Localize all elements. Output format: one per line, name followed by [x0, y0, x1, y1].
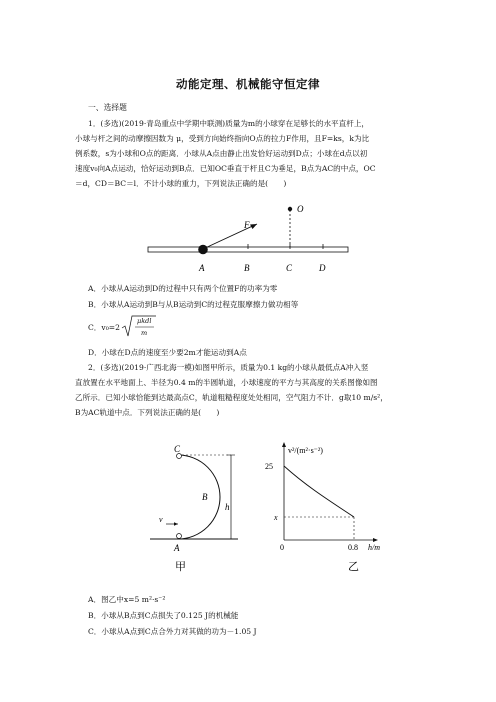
q1-line-4: 速度v₀向A点运动，恰好运动到B点．已知OC垂直于杆且C为垂足，B点为AC的中点，OC — [75, 164, 376, 173]
y-axis-label: v²/(m²·s⁻²) — [288, 446, 323, 455]
page-title: 动能定理、机械能守恒定律 — [176, 77, 320, 91]
label-c: C — [286, 263, 293, 273]
label-f: F — [244, 220, 250, 230]
v2-h-graph — [265, 440, 390, 575]
rod-figure — [145, 200, 360, 280]
q2-line-4: B为AC轨道中点．下列说法正确的是( ) — [75, 408, 220, 417]
q2-option-b: B．小球从B点到C点损失了0.125 J的机械能 — [88, 611, 239, 620]
ball-top — [177, 454, 182, 459]
label-b: B — [244, 263, 250, 273]
ball-bottom — [177, 534, 182, 539]
q1-line-1: 1．(多选)(2019·青岛重点中学期中联测)质量为m的小球穿在足够长的水平直杆上， — [88, 119, 370, 128]
label-c: C — [174, 444, 181, 454]
curve — [284, 466, 354, 517]
q2-option-c: C．小球从A点到C点合外力对其做的功为－1.05 J — [88, 627, 257, 636]
q1-option-a: A．小球从A运动到D的过程中只有两个位置F的功率为零 — [88, 284, 278, 293]
ball — [198, 245, 208, 255]
q2-line-3: 乙所示．已知小球恰能到达最高点C，轨道粗糙程度处处相同，空气阻力不计．g取10 m/s²， — [75, 393, 388, 402]
q2-option-a: A．图乙中x=5 m²·s⁻² — [88, 595, 166, 604]
label-a: A — [174, 543, 180, 553]
q1-line-5: ＝d，CD＝BC＝l．不计小球的重力，下列说法正确的是( ) — [75, 179, 287, 188]
label-d: D — [319, 263, 326, 273]
origin-label: 0 — [280, 543, 284, 552]
q1-line-3: 例系数，s为小球和O点的距离．小球从A点由静止出发恰好运动到D点；小球在d点以初 — [75, 149, 368, 158]
x-axis-label: h/m — [368, 543, 380, 552]
label-a: A — [199, 263, 205, 273]
y-tick-25: 25 — [265, 462, 273, 471]
q1-option-c-prefix: C．v₀=2 — [88, 323, 120, 332]
label-h: h — [225, 502, 230, 512]
q2-line-2: 直放置在水平地面上、半径为0.4 m的半圆轨道，小球速度的平方与其高度的关系图像如图 — [75, 378, 378, 387]
caption-jia: 甲 — [175, 560, 186, 573]
semicircle-track — [178, 455, 220, 539]
x-tick-08: 0.8 — [348, 543, 358, 552]
q1-option-c-numerator: μkdl — [137, 317, 152, 325]
label-v: v — [159, 515, 163, 524]
q2-line-1: 2．(多选)(2019·广西北海一模)如图甲所示，质量为0.1 kg的小球从最低点A冲入竖 — [88, 363, 369, 372]
q1-line-2: 小球与杆之间的动摩擦因数为 μ，受到方向始终指向O点的拉力F作用，且F=ks，k为比 — [75, 134, 370, 143]
q1-option-c-denominator: m — [141, 329, 148, 337]
label-b: B — [202, 492, 208, 502]
y-tick-x: x — [274, 513, 278, 522]
caption-yi: 乙 — [348, 560, 359, 573]
q1-option-b: B．小球从A运动到B与从B运动到C的过程克服摩擦力做功相等 — [88, 300, 299, 309]
semicircle-track-figure — [148, 440, 248, 575]
point-o — [288, 207, 292, 211]
section-heading: 一、选择题 — [88, 103, 127, 112]
q1-option-d: D．小球在D点的速度至少要2m才能运动到A点 — [88, 348, 247, 357]
label-o: O — [297, 204, 304, 214]
